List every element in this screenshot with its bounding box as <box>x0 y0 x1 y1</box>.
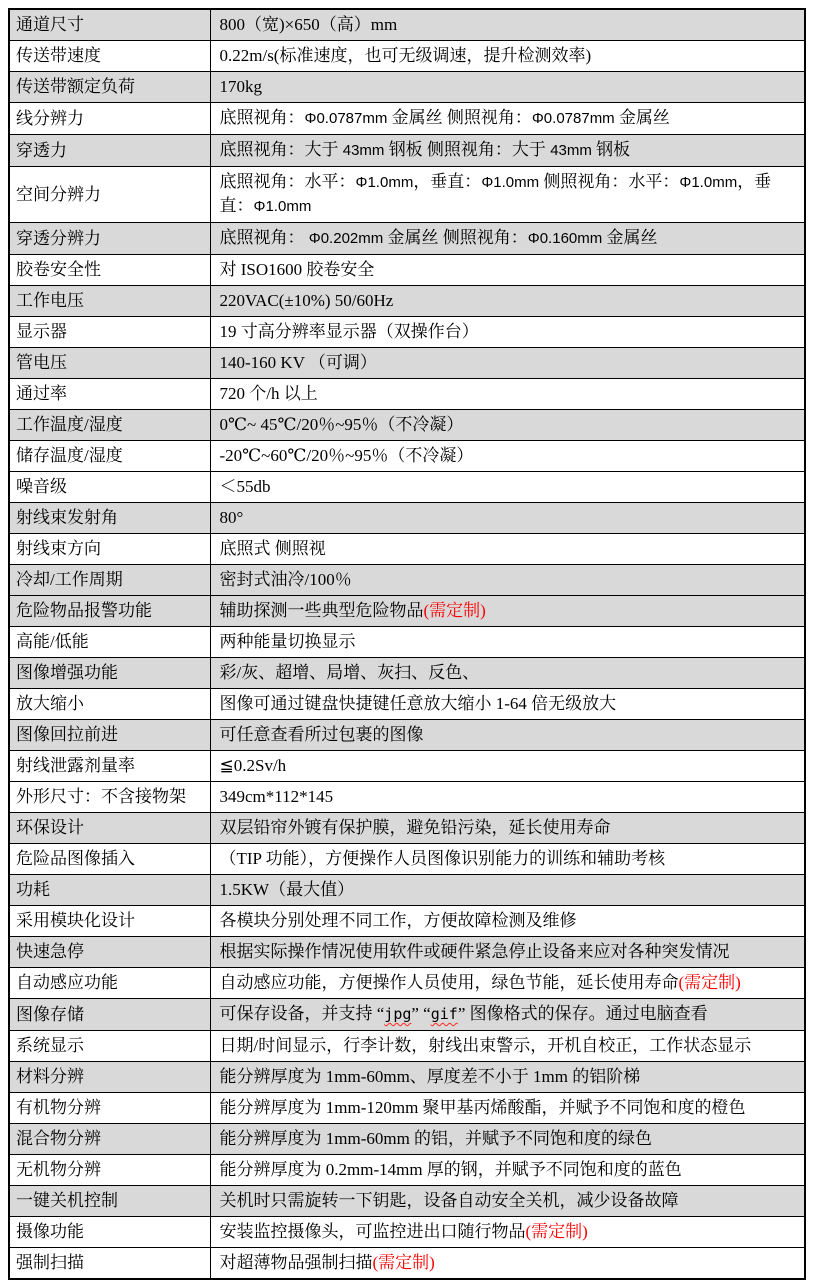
spec-value-cell <box>210 348 805 379</box>
spec-table-body <box>9 9 805 1279</box>
spec-value-text: 日期/时间显示，行李计数，射线出束警示，开机自校正，工作状态显示 <box>219 1036 752 1055</box>
spec-label-cell: 工作电压 <box>9 286 210 317</box>
spec-label-cell: 显示器 <box>9 317 210 348</box>
spec-value-cell <box>210 379 805 410</box>
spec-row <box>9 103 805 135</box>
spec-row <box>9 441 805 472</box>
spec-value-text: 0℃~ 45℃/20％~95％（不冷凝） <box>219 415 464 434</box>
spec-value-cell <box>210 844 805 875</box>
spec-value-text: Φ1.0mm <box>253 198 312 215</box>
spec-row <box>9 875 805 906</box>
spec-value-text: 辅助探测一些典型危险物品 <box>219 601 424 620</box>
spec-value-cell <box>210 441 805 472</box>
spec-value-text: Φ1.0mm <box>679 174 738 191</box>
spec-value-text: 对超薄物品强制扫描 <box>219 1253 373 1272</box>
spec-value-text: （TIP 功能），方便操作人员图像识别能力的训练和辅助考核 <box>219 849 666 868</box>
spec-row <box>9 223 805 255</box>
spec-label-cell: 一键关机控制 <box>9 1186 210 1217</box>
spec-label-cell: 冷却/工作周期 <box>9 565 210 596</box>
spec-label-cell: 危险物品报警功能 <box>9 596 210 627</box>
spec-label-cell: 通过率 <box>9 379 210 410</box>
spec-value-cell <box>210 167 805 223</box>
spec-value-text: 底照式 侧照视 <box>219 539 326 558</box>
spec-label-cell: 外形尺寸：不含接物架 <box>9 782 210 813</box>
spec-value-text: 能分辨厚度为 1mm-60mm 的铝，并赋予不同饱和度的绿色 <box>219 1129 653 1148</box>
spec-row <box>9 379 805 410</box>
spec-value-text: Φ0.160mm <box>527 230 603 247</box>
spec-row <box>9 813 805 844</box>
spec-value-cell <box>210 782 805 813</box>
spec-label-cell: 噪音级 <box>9 472 210 503</box>
spec-row <box>9 1124 805 1155</box>
spec-value-text: 双层铅帘外镀有保护膜，避免铅污染，延长使用寿命 <box>219 818 611 837</box>
spec-row <box>9 1062 805 1093</box>
spec-value-cell <box>210 1248 805 1280</box>
spec-value-text: 各模块分别处理不同工作，方便故障检测及维修 <box>219 911 577 930</box>
spec-value-red-note: (需定制) <box>525 1222 588 1241</box>
spec-row <box>9 751 805 782</box>
spec-label-cell: 环保设计 <box>9 813 210 844</box>
spec-label-cell: 射线泄露剂量率 <box>9 751 210 782</box>
spec-label-cell: 射线束发射角 <box>9 503 210 534</box>
spec-value-red-note: (需定制) <box>423 601 486 620</box>
spec-value-text: ” “ <box>411 1004 431 1023</box>
spec-value-text: -20℃~60℃/20％~95％（不冷凝） <box>219 446 474 465</box>
spec-value-cell <box>210 317 805 348</box>
spec-value-text: 底照视角：大于 <box>219 140 343 159</box>
spec-value-text: 0.22m/s(标准速度，也可无级调速，提升检测效率) <box>219 46 592 65</box>
spec-value-text: 800（宽)×650（高）mm <box>219 15 398 34</box>
spec-table <box>8 8 806 1280</box>
spec-value-text: 自动感应功能，方便操作人员使用，绿色节能，延长使用寿命 <box>219 973 679 992</box>
spec-label-cell: 危险品图像插入 <box>9 844 210 875</box>
spec-value-text: 可保存设备，并支持 “ <box>219 1004 385 1023</box>
spec-row <box>9 72 805 103</box>
spec-row <box>9 1248 805 1280</box>
spec-value-text: 彩/灰、超增、局增、灰扫、反色、 <box>219 663 480 682</box>
spec-value-text: 金属丝 <box>602 228 658 247</box>
spec-value-cell <box>210 9 805 41</box>
spec-row <box>9 658 805 689</box>
spec-label-cell: 通道尺寸 <box>9 9 210 41</box>
spec-label-cell: 材料分辨 <box>9 1062 210 1093</box>
spec-row <box>9 782 805 813</box>
spec-value-cell <box>210 255 805 286</box>
spec-row <box>9 41 805 72</box>
spec-row <box>9 503 805 534</box>
spec-row <box>9 596 805 627</box>
spec-value-cell <box>210 906 805 937</box>
spec-value-text: 根据实际操作情况使用软件或硬件紧急停止设备来应对各种突发情况 <box>219 942 730 961</box>
spec-value-cell <box>210 103 805 135</box>
spec-value-text: 能分辨厚度为 0.2mm-14mm 厚的钢，并赋予不同饱和度的蓝色 <box>219 1160 682 1179</box>
spec-value-text: 43mm <box>550 142 592 159</box>
spec-value-text: 钢板 侧照视角：大于 <box>384 140 551 159</box>
spec-row <box>9 1093 805 1124</box>
spec-value-text: ＜55db <box>219 477 271 496</box>
spec-value-text: Φ0.0787mm <box>304 110 388 127</box>
spec-value-text: Φ1.0mm <box>355 174 414 191</box>
spec-value-text: 720 个/h 以上 <box>219 384 318 403</box>
spec-row <box>9 1155 805 1186</box>
spec-label-cell: 强制扫描 <box>9 1248 210 1280</box>
spec-label-cell: 传送带速度 <box>9 41 210 72</box>
spec-value-cell <box>210 503 805 534</box>
spec-value-cell <box>210 875 805 906</box>
spec-label-cell: 自动感应功能 <box>9 968 210 999</box>
spec-row <box>9 906 805 937</box>
spec-row <box>9 565 805 596</box>
spec-label-cell: 胶卷安全性 <box>9 255 210 286</box>
spec-value-text: 金属丝 侧照视角： <box>387 108 532 127</box>
spec-row <box>9 968 805 999</box>
spec-value-cell <box>210 751 805 782</box>
spec-value-text: 19 寸高分辨率显示器（双操作台） <box>219 322 479 341</box>
spec-value-cell <box>210 596 805 627</box>
spec-row <box>9 135 805 167</box>
spec-value-text: ，垂直： <box>219 172 772 215</box>
spec-label-cell: 穿透分辨力 <box>9 223 210 255</box>
spec-value-text: 侧照视角：水平： <box>539 172 680 191</box>
spec-value-text: Φ1.0mm <box>481 174 540 191</box>
spec-row <box>9 255 805 286</box>
spec-value-cell <box>210 999 805 1031</box>
spec-value-text: 43mm <box>342 142 385 159</box>
spec-value-text: 对 ISO1600 胶卷安全 <box>219 260 375 279</box>
spec-label-cell: 传送带额定负荷 <box>9 72 210 103</box>
spec-value-cell <box>210 41 805 72</box>
spec-label-cell: 无机物分辨 <box>9 1155 210 1186</box>
spec-row <box>9 534 805 565</box>
spec-value-text: 底照视角： <box>219 108 305 127</box>
spec-label-cell: 功耗 <box>9 875 210 906</box>
spec-value-text: jpg <box>384 1005 412 1023</box>
spec-value-cell <box>210 534 805 565</box>
spec-row <box>9 1217 805 1248</box>
spec-value-text: 349cm*112*145 <box>219 787 334 806</box>
spec-label-cell: 放大缩小 <box>9 689 210 720</box>
spec-value-text: ” 图像格式的保存。通过电脑查看 <box>457 1004 708 1023</box>
spec-label-cell: 线分辨力 <box>9 103 210 135</box>
spec-value-text: gif <box>430 1005 458 1023</box>
spec-value-text: 金属丝 <box>614 108 670 127</box>
spec-label-cell: 图像存储 <box>9 999 210 1031</box>
spec-value-cell <box>210 135 805 167</box>
spec-value-text: 220VAC(±10%) 50/60Hz <box>219 291 394 310</box>
spec-label-cell: 工作温度/湿度 <box>9 410 210 441</box>
spec-label-cell: 穿透力 <box>9 135 210 167</box>
spec-value-text: 钢板 <box>591 140 631 159</box>
spec-value-text: Φ0.202mm <box>308 230 384 247</box>
spec-value-cell <box>210 627 805 658</box>
spec-label-cell: 图像增强功能 <box>9 658 210 689</box>
spec-value-red-note: (需定制) <box>678 973 741 992</box>
spec-label-cell: 储存温度/湿度 <box>9 441 210 472</box>
spec-value-text: 140-160 KV （可调） <box>219 353 377 372</box>
spec-value-cell <box>210 1031 805 1062</box>
spec-value-text: 底照视角： <box>219 228 309 247</box>
spec-label-cell: 高能/低能 <box>9 627 210 658</box>
spec-label-cell: 混合物分辨 <box>9 1124 210 1155</box>
spec-row <box>9 627 805 658</box>
spec-row <box>9 286 805 317</box>
spec-value-cell <box>210 1186 805 1217</box>
spec-value-red-note: (需定制) <box>372 1253 435 1272</box>
spec-label-cell: 图像回拉前进 <box>9 720 210 751</box>
spec-value-text: 80° <box>219 508 244 527</box>
spec-value-cell <box>210 223 805 255</box>
spec-value-cell <box>210 1062 805 1093</box>
spec-value-text: 关机时只需旋转一下钥匙，设备自动安全关机，减少设备故障 <box>219 1191 679 1210</box>
spec-row <box>9 1186 805 1217</box>
spec-value-cell <box>210 1155 805 1186</box>
spec-label-cell: 射线束方向 <box>9 534 210 565</box>
spec-row <box>9 348 805 379</box>
spec-value-text: 两种能量切换显示 <box>219 632 356 651</box>
spec-label-cell: 快速急停 <box>9 937 210 968</box>
spec-label-cell: 摄像功能 <box>9 1217 210 1248</box>
spec-value-cell <box>210 813 805 844</box>
spec-row <box>9 937 805 968</box>
spec-value-cell <box>210 1124 805 1155</box>
spec-value-text: 金属丝 侧照视角： <box>383 228 528 247</box>
spec-value-text: 170kg <box>219 77 262 96</box>
spec-value-cell <box>210 720 805 751</box>
spec-value-text: Φ0.0787mm <box>531 110 615 127</box>
spec-value-cell <box>210 1217 805 1248</box>
spec-value-text: ，垂直： <box>413 172 482 191</box>
spec-value-text: 底照视角：水平： <box>219 172 356 191</box>
spec-value-text: 密封式油冷/100％ <box>219 570 352 589</box>
spec-value-text: 图像可通过键盘快捷键任意放大缩小 1-64 倍无级放大 <box>219 694 617 713</box>
spec-value-cell <box>210 410 805 441</box>
spec-value-cell <box>210 968 805 999</box>
spec-label-cell: 管电压 <box>9 348 210 379</box>
spec-row <box>9 472 805 503</box>
spec-label-cell: 系统显示 <box>9 1031 210 1062</box>
spec-row <box>9 1031 805 1062</box>
spec-row <box>9 167 805 223</box>
spec-row <box>9 844 805 875</box>
spec-row <box>9 317 805 348</box>
spec-value-cell <box>210 689 805 720</box>
spec-value-text: ≦0.2Sv/h <box>219 756 287 775</box>
spec-value-cell <box>210 72 805 103</box>
spec-value-text: 可任意查看所过包裹的图像 <box>219 725 424 744</box>
spec-value-cell <box>210 658 805 689</box>
spec-row <box>9 9 805 41</box>
spec-value-cell <box>210 1093 805 1124</box>
spec-value-text: 安装监控摄像头，可监控进出口随行物品 <box>219 1222 526 1241</box>
spec-row <box>9 410 805 441</box>
spec-value-text: 能分辨厚度为 1mm-60mm、厚度差不小于 1mm 的铝阶梯 <box>219 1067 641 1086</box>
spec-value-cell <box>210 286 805 317</box>
spec-value-cell <box>210 937 805 968</box>
spec-value-text: 能分辨厚度为 1mm-120mm 聚甲基丙烯酸酯，并赋予不同饱和度的橙色 <box>219 1098 746 1117</box>
spec-row <box>9 689 805 720</box>
spec-value-text: 1.5KW（最大值） <box>219 880 355 899</box>
spec-row <box>9 999 805 1031</box>
spec-value-cell <box>210 472 805 503</box>
spec-row <box>9 720 805 751</box>
spec-label-cell: 采用模块化设计 <box>9 906 210 937</box>
spec-label-cell: 空间分辨力 <box>9 167 210 223</box>
spec-label-cell: 有机物分辨 <box>9 1093 210 1124</box>
spec-value-cell <box>210 565 805 596</box>
